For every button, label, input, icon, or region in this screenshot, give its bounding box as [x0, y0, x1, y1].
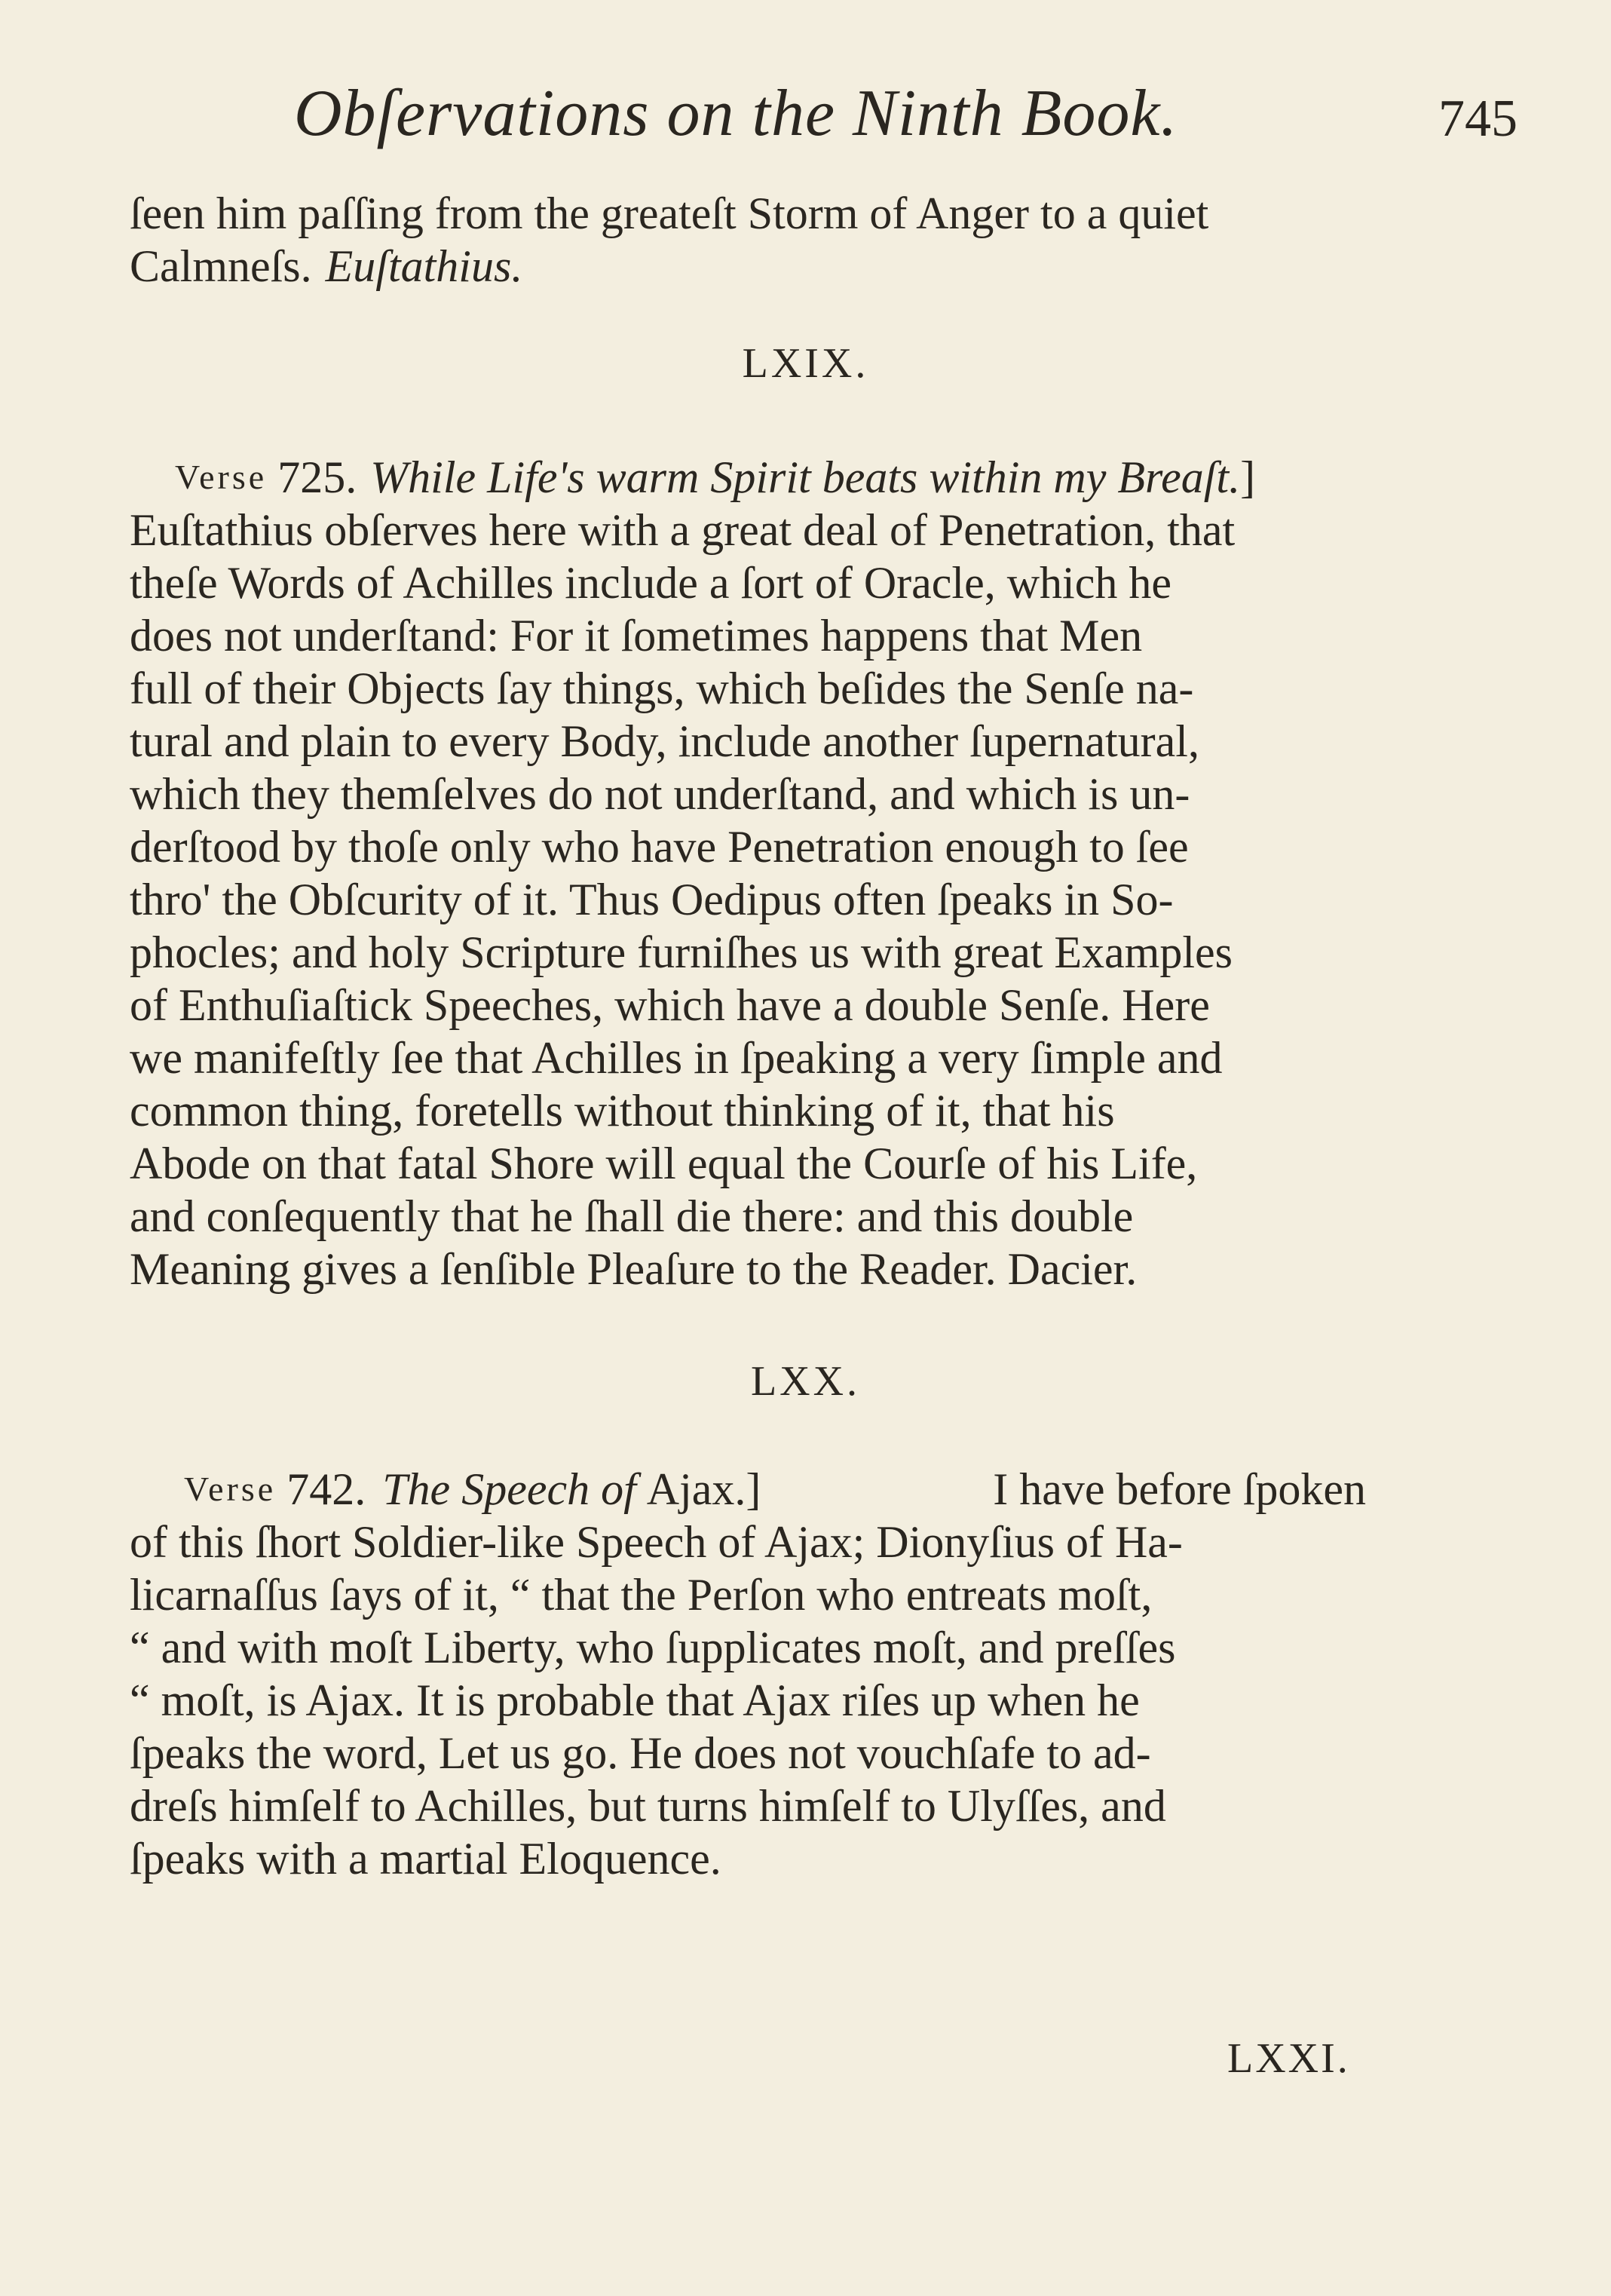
verse-lemma: While Life's warm Spirit beats within my Breaſt. [370, 452, 1241, 502]
text-line: licarnaſſus ſays of it, “ that the Perſon who entreats moſt, [130, 1570, 1153, 1620]
text-line: ſpeaks the word, Let us go. He does not vouchſafe to ad- [130, 1728, 1151, 1778]
text-line: Calmneſs. [130, 241, 312, 291]
text-line: “ moſt, is Ajax. It is probable that Ajax riſes up when he [130, 1675, 1140, 1725]
running-title: Obſervations on the Ninth Book. [294, 77, 1178, 150]
text-line: we manifeſtly ſee that Achilles in ſpeaking a very ſimple and [130, 1033, 1223, 1083]
verse-reference-line [130, 1463, 1366, 1516]
section-heading-lxx: LXX. [750, 1358, 861, 1405]
text-line: Euſtathius obſerves here with a great deal of Penetration, that [130, 505, 1236, 555]
text-line: does not underſtand: For it ſometimes happens that Men [130, 611, 1143, 661]
text-line: ſpeaks with a martial Eloquence. [130, 1834, 721, 1884]
lemma-name: Ajax. [646, 1464, 746, 1514]
section-lxx-paragraph [130, 1463, 1366, 1885]
intro-paragraph [130, 187, 1366, 293]
intro-line [130, 187, 1366, 240]
text-line: of Enthuſiaſtick Speeches, which have a double Senſe. Here [130, 980, 1210, 1030]
text-line: Meaning gives a ſenſible Pleaſure to the Reader. Dacier. [130, 1244, 1138, 1294]
intro-line [130, 240, 1366, 293]
text-line: full of their Objects ſay things, which beſides the Senſe na- [130, 664, 1194, 713]
text-line: tural and plain to every Body, include another ſupernatural, [130, 716, 1199, 766]
text-line: derſtood by thoſe only who have Penetration enough to ſee [130, 822, 1189, 872]
lemma-close: ] [1240, 452, 1256, 502]
text-line: common thing, foretells without thinking of it, that his [130, 1086, 1115, 1136]
text-line: and conſequently that he ſhall die there: and this double [130, 1191, 1134, 1241]
text-line: thro' the Obſcurity of it. Thus Oedipus often ſpeaks in So- [130, 875, 1174, 924]
text-line: which they themſelves do not underſtand, and which is un- [130, 769, 1190, 819]
lemma-close: ] [746, 1464, 761, 1514]
verse-number: 742. [286, 1464, 366, 1514]
verse-label: Verse [184, 1470, 277, 1508]
verse-label: Verse [175, 458, 268, 496]
verse-reference-line [130, 451, 1366, 504]
text-line: ſeen him paſſing from the greateſt Storm of Anger to a quiet [130, 189, 1209, 238]
text-line: Abode on that fatal Shore will equal the Courſe of his Life, [130, 1139, 1198, 1188]
verse-number: 725. [277, 452, 357, 502]
text-line: of this ſhort Soldier-like Speech of Ajax; Dionyſius of Ha- [130, 1517, 1183, 1567]
text-line: phocles; and holy Scripture furniſhes us with great Examples [130, 927, 1233, 977]
text-line: theſe Words of Achilles include a ſort of Oracle, which he [130, 558, 1171, 608]
page-number: 745 [1438, 90, 1518, 148]
section-lxix-paragraph [130, 451, 1366, 1295]
section-heading-lxix: LXIX. [742, 340, 869, 387]
text-line: dreſs himſelf to Achilles, but turns himſelf to Ulyſſes, and [130, 1781, 1166, 1831]
text-line: I have before ſpoken [993, 1464, 1366, 1514]
verse-lemma: The Speech of [382, 1464, 636, 1514]
catchword: LXXI. [1227, 2035, 1350, 2082]
text-line: “ and with moſt Liberty, who ſupplicates moſt, and preſſes [130, 1623, 1176, 1672]
author-citation: Euſtathius. [325, 241, 523, 291]
